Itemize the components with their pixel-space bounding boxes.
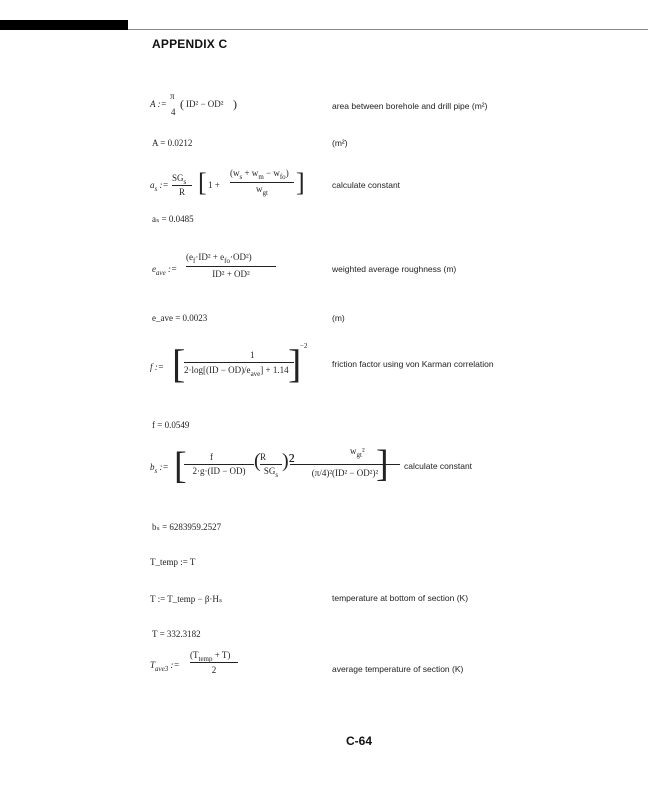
section-heading: APPENDIX C xyxy=(152,37,228,51)
equation-area-desc: area between borehole and drill pipe (m²) xyxy=(332,101,488,111)
header-bar xyxy=(0,20,128,30)
equation-as-desc: calculate constant xyxy=(332,180,401,190)
equation-tave-desc: average temperature of section (K) xyxy=(332,664,464,674)
equation-temperature: T := T_temp − β·Hₛ xyxy=(150,594,223,604)
equation-temperature-desc: temperature at bottom of section (K) xyxy=(332,593,469,603)
equation-eave-value-unit: (m) xyxy=(332,313,345,323)
equation-bs-value: bₛ = 6283959.2527 xyxy=(152,522,222,532)
page-number: C-64 xyxy=(346,734,373,748)
equation-eave-value: e_ave = 0.0023 xyxy=(152,313,208,323)
equation-area-value-unit: (m²) xyxy=(332,138,348,148)
header-rule xyxy=(128,29,648,30)
equation-friction-desc: friction factor using von Karman correlation xyxy=(332,359,494,369)
equation-bs-desc: calculate constant xyxy=(404,461,473,471)
equation-friction-value: f = 0.0549 xyxy=(152,420,190,430)
equation-as-value: aₛ = 0.0485 xyxy=(152,214,194,224)
equation-eave-desc: weighted average roughness (m) xyxy=(332,264,457,274)
equation-temperature-value: T = 332.3182 xyxy=(152,629,201,639)
equation-ttemp: T_temp := T xyxy=(150,557,196,567)
equation-area-value: A = 0.0212 xyxy=(152,138,193,148)
